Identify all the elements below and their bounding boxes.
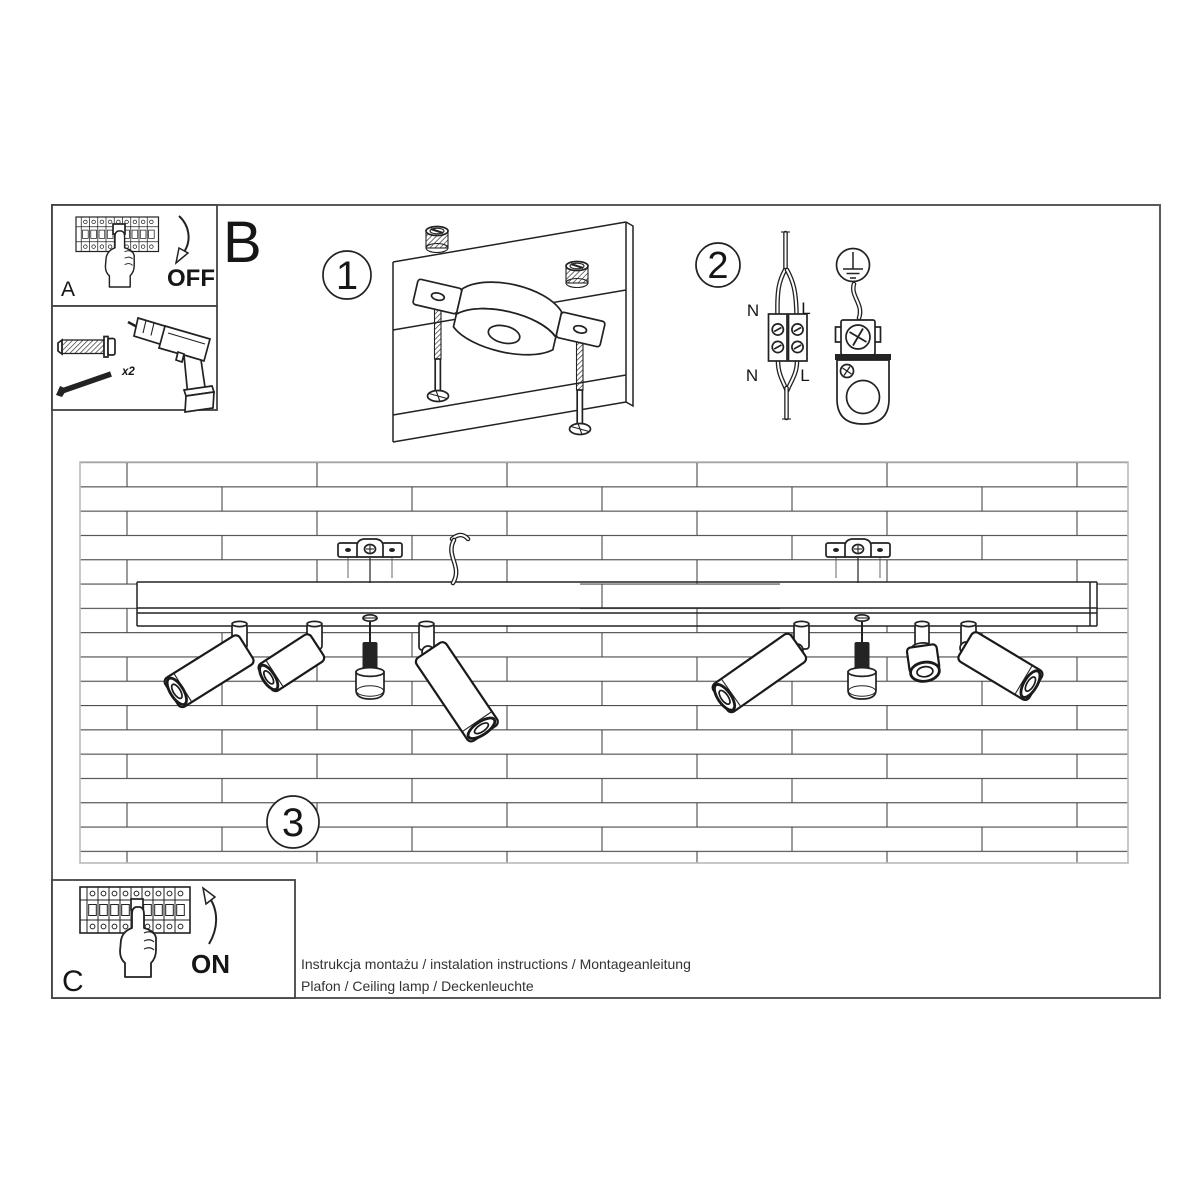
on-label: ON bbox=[191, 949, 230, 979]
step2-number: 2 bbox=[707, 245, 729, 287]
footer-line-2: Plafon / Ceiling lamp / Deckenleuchte bbox=[301, 978, 534, 994]
ground-symbol-icon bbox=[837, 249, 870, 282]
step1-number: 1 bbox=[335, 254, 359, 298]
ground-wire bbox=[853, 284, 860, 318]
rail-bracket-left bbox=[338, 539, 402, 583]
strain-relief-clamp bbox=[835, 320, 891, 424]
step3-number: 3 bbox=[281, 801, 305, 845]
wall-plug-insert-right bbox=[566, 262, 588, 288]
step-b-label: B bbox=[223, 210, 262, 275]
neutral-top-label: N bbox=[746, 301, 760, 320]
wall-plug-icon bbox=[58, 337, 115, 358]
live-bottom-label: L bbox=[800, 366, 810, 385]
step-c-label: C bbox=[62, 965, 84, 998]
live-top-label: L bbox=[801, 299, 811, 318]
wall-plug-insert-left bbox=[426, 227, 448, 253]
step-a-label: A bbox=[61, 278, 76, 301]
wood-screw-left bbox=[428, 301, 449, 402]
neutral-bottom-label: N bbox=[745, 366, 759, 385]
rail-bracket-right bbox=[826, 539, 890, 583]
footer-line-1: Instrukcja montażu / instalation instructions / Montageanleitung bbox=[301, 956, 691, 972]
x2-label: x2 bbox=[122, 366, 135, 378]
off-label: OFF bbox=[167, 265, 215, 292]
terminal-block bbox=[769, 314, 808, 361]
wood-screw-right bbox=[570, 336, 591, 435]
